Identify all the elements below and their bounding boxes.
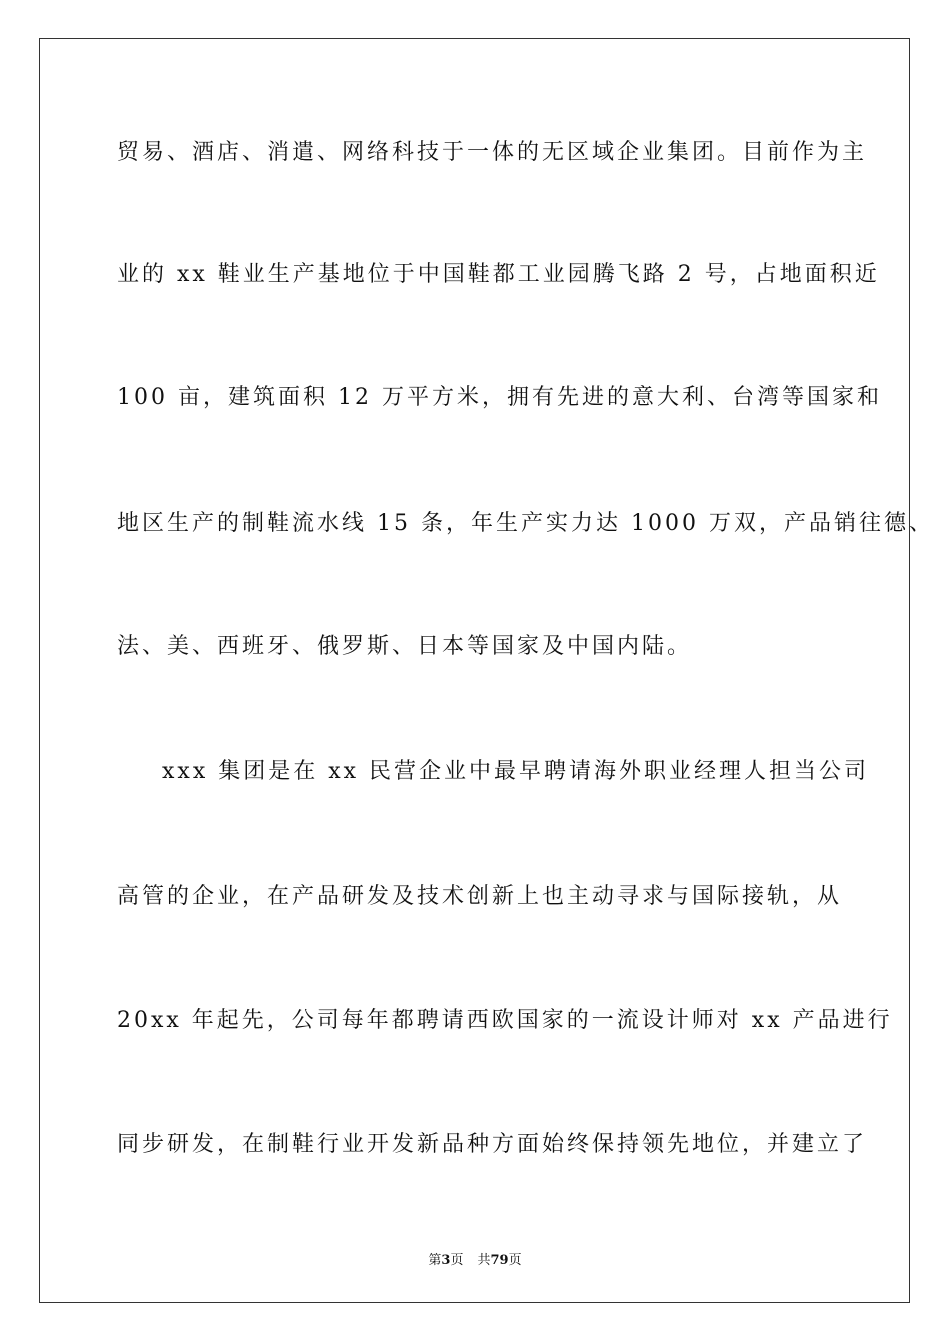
total-pages: 79 [490, 1253, 509, 1268]
body-text-line: 地区生产的制鞋流水线 15 条，年生产实力达 1000 万双，产品销往德、 [117, 511, 934, 536]
body-text-line: 同步研发，在制鞋行业开发新品种方面始终保持领先地位，并建立了 [117, 1132, 868, 1157]
body-text-line: 高管的企业，在产品研发及技术创新上也主动寻求与国际接轨，从 [117, 884, 843, 909]
page-prefix: 第 [428, 1253, 442, 1268]
page-number: 3 [441, 1253, 451, 1268]
total-prefix: 共 [477, 1253, 491, 1268]
total-suffix: 页 [508, 1253, 522, 1268]
page-suffix: 页 [450, 1253, 464, 1268]
body-text-line: 法、美、西班牙、俄罗斯、日本等国家及中国内陆。 [117, 634, 693, 659]
page-border [39, 38, 910, 1303]
body-text-line: 100 亩，建筑面积 12 万平方米，拥有先进的意大利、台湾等国家和 [117, 385, 882, 410]
paragraph-first-line: xxx 集团是在 xx 民营企业中最早聘请海外职业经理人担当公司 [162, 759, 870, 784]
body-text-line: 20xx 年起先，公司每年都聘请西欧国家的一流设计师对 xx 产品进行 [117, 1008, 893, 1033]
body-text-line: 贸易、酒店、消遣、网络科技于一体的无区域企业集团。目前作为主 [117, 140, 868, 165]
page-footer [0, 1249, 950, 1268]
body-text-line: 业的 xx 鞋业生产基地位于中国鞋都工业园腾飞路 2 号，占地面积近 [117, 262, 880, 287]
